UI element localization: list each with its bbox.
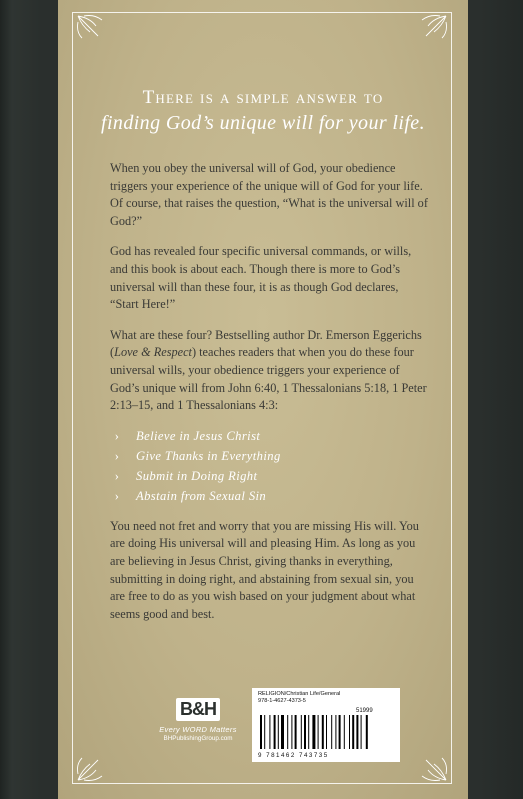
list-item — [110, 466, 428, 486]
barcode-isbn: 978-1-4627-4373-5 — [258, 698, 306, 704]
bullet-label: Abstain from Sexual Sin — [136, 488, 267, 503]
list-item — [110, 426, 428, 446]
paragraph-2: God has revealed four specific universal commands, or wills, and this book is about each. Though there is more to God’s universal will than these four, it is as though God declares, “Start Here!” — [110, 244, 412, 312]
bullet-list — [110, 426, 428, 506]
corner-flourish-icon — [402, 752, 448, 782]
paragraph-4: You need not fret and worry that you are missing His will. You are doing His universal will and pleasing Him. As long as you are believing in Jesus Christ, giving thanks in everything, submitting in doing right, and abstaining from sexual sin, you are free to do as you wish based on your judgment about what seems good and best. — [110, 518, 419, 621]
paragraph-1: When you obey the universal will of God, your obedience triggers your experience of the unique will of God for your life. Of course, that raises the question, “What is the universal will of God?” — [110, 161, 428, 228]
publisher-tagline: Every WORD Matters — [159, 725, 237, 734]
list-item — [110, 446, 428, 466]
barcode-bars — [258, 715, 394, 751]
publisher-logo — [158, 698, 238, 742]
headline-line-1: There is a simple answer to — [142, 87, 384, 108]
corner-flourish-icon — [402, 14, 448, 44]
body-copy — [110, 160, 428, 636]
chevron-right-icon: › — [114, 467, 120, 483]
bullet-label: Believe in Jesus Christ — [136, 428, 261, 443]
chevron-right-icon: › — [114, 487, 120, 503]
bh-logo-mark: B&H — [176, 698, 220, 721]
paragraph-3-start: What are these four? Bestselling author Dr. Emerson Eggerichs ( — [110, 327, 422, 360]
paragraph-3-end: ) teaches readers that when you do these four universal wills, your obedience triggers your experience of God’s unique will from John 6:40, 1 Thessalonians 5:18, 1 Peter 2:13–15, and 1 Thessalonians 4:3: — [110, 345, 427, 413]
barcode-price-code: 51999 — [356, 708, 373, 714]
headline — [58, 86, 468, 136]
barcode-box — [252, 688, 400, 762]
barcode-category: RELIGION/Christian Life/General — [258, 691, 341, 697]
publisher-url: BHPublishingGroup.com — [163, 735, 233, 742]
corner-flourish-icon — [76, 14, 122, 44]
barcode-digits: 9 781462 743735 — [258, 752, 329, 759]
headline-line-2: finding God’s unique will for your life. — [101, 112, 425, 134]
bullet-label: Give Thanks in Everything — [136, 448, 281, 463]
bullet-label: Submit in Doing Right — [136, 468, 258, 483]
list-item — [110, 486, 428, 506]
chevron-right-icon: › — [114, 447, 120, 463]
book-title-love-respect: Love & Respect — [114, 345, 192, 360]
paragraph-3 — [110, 327, 428, 415]
corner-flourish-icon — [76, 752, 122, 782]
chevron-right-icon: › — [114, 427, 120, 443]
